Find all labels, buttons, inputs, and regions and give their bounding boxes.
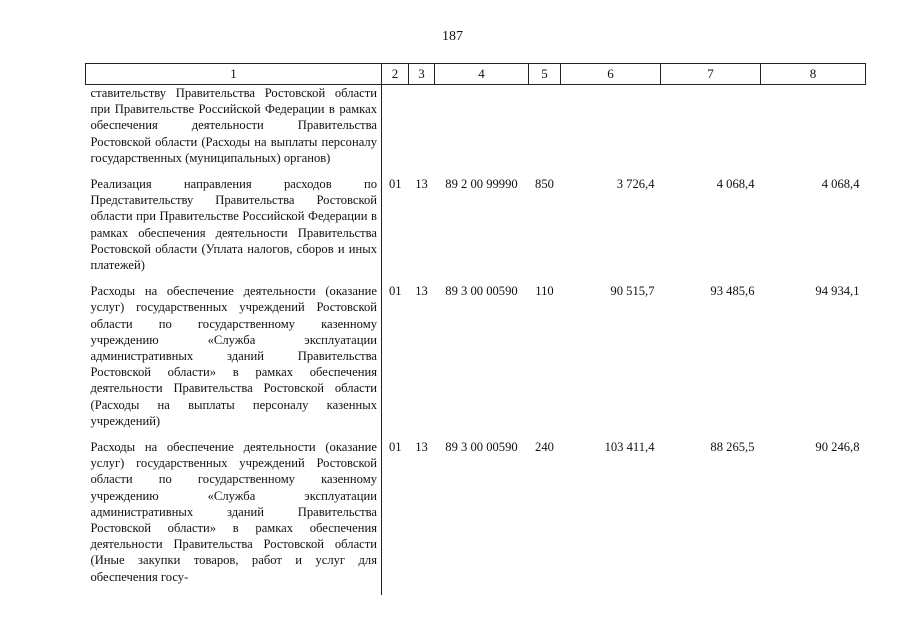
header-col-8: 8 <box>761 64 866 85</box>
row-amount-col-8: 4 068,4 <box>821 177 860 192</box>
row-section-code: 01 <box>388 284 402 299</box>
table-row <box>86 85 866 177</box>
table-row <box>86 283 866 439</box>
row-subsection-code: 13 <box>415 177 428 192</box>
row-amount-col-6: 3 726,4 <box>616 177 655 192</box>
row-subsection-code: 13 <box>415 440 428 455</box>
row-description: Расходы на обеспечение деятельности (оказание услуг) государственных учреждений Ростовской области по государственному казенному учреждению «Служба эксплуатации административных зданий Правительства Ростовской области» в рамках обеспечения деятельности Правительства Ростовской области (Иные закупки товаров, работ и услуг для обеспечения госу- <box>86 439 382 595</box>
row-amount-col-8 <box>761 85 866 177</box>
row-amount-col-7 <box>661 85 761 177</box>
row-amount-col-8: 94 934,1 <box>815 284 860 299</box>
row-section-code <box>382 85 409 177</box>
row-amount-col-6: 103 411,4 <box>604 440 655 455</box>
header-col-4: 4 <box>435 64 529 85</box>
row-target-article <box>435 85 529 177</box>
row-expense-type: 850 <box>535 177 554 192</box>
row-subsection-code: 13 <box>415 284 428 299</box>
row-target-article: 89 2 00 99990 <box>445 177 518 192</box>
budget-table <box>85 63 866 595</box>
row-target-article: 89 3 00 00590 <box>445 440 518 455</box>
header-col-5: 5 <box>529 64 561 85</box>
header-col-7: 7 <box>661 64 761 85</box>
header-col-2: 2 <box>382 64 409 85</box>
row-section-code: 01 <box>388 177 402 192</box>
table-row <box>86 439 866 595</box>
table-row <box>86 176 866 283</box>
row-description: Расходы на обеспечение деятельности (оказание услуг) государственных учреждений Ростовской области по государственному казенному учреждению «Служба эксплуатации административных зданий Правительства Ростовской области» в рамках обеспечения деятельности Правительства Ростовской области (Расходы на выплаты персоналу казенных учреждений) <box>86 283 382 439</box>
header-col-1: 1 <box>86 64 382 85</box>
row-section-code: 01 <box>388 440 402 455</box>
row-target-article: 89 3 00 00590 <box>445 284 518 299</box>
row-amount-col-8: 90 246,8 <box>815 440 860 455</box>
table-header <box>86 64 866 85</box>
row-expense-type <box>529 85 561 177</box>
row-amount-col-7: 88 265,5 <box>710 440 755 455</box>
header-col-3: 3 <box>409 64 435 85</box>
table-body <box>86 85 866 595</box>
row-amount-col-6 <box>561 85 661 177</box>
page-number: 187 <box>442 29 463 44</box>
row-description: Реализация направления расходов по Представительству Правительства Ростовской области при Правительстве Российской Федерации в рамках обеспечения деятельности Правительства Ростовской области (Уплата налогов, сборов и иных платежей) <box>86 176 382 283</box>
row-description: ставительству Правительства Ростовской области при Правительстве Российской Федерации в рамках обеспечения деятельности Правительства Ростовской области (Расходы на выплаты персоналу государственных (муниципальных) органов) <box>86 85 382 177</box>
row-amount-col-7: 4 068,4 <box>716 177 755 192</box>
header-row <box>86 64 866 85</box>
row-expense-type: 110 <box>535 284 554 299</box>
row-subsection-code <box>409 85 435 177</box>
row-expense-type: 240 <box>535 440 554 455</box>
row-amount-col-6: 90 515,7 <box>610 284 655 299</box>
row-amount-col-7: 93 485,6 <box>710 284 755 299</box>
header-col-6: 6 <box>561 64 661 85</box>
